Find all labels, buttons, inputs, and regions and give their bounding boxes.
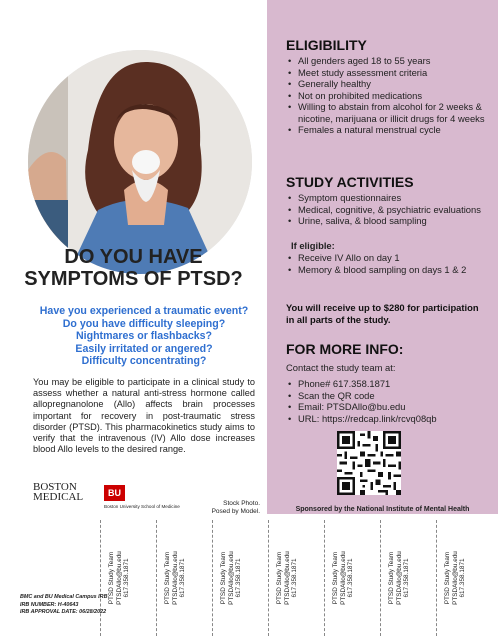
tear-off-tab-text: PTSD Study Team PTSDAllo@bu.edu 617.358.1871	[387, 551, 410, 605]
phone-item: • Phone# 617.358.1871	[286, 378, 491, 390]
list-item: • Willing to abstain from alcohol for 2 weeks & nicotine, marijuana or illicit drugs for 4 weeks	[286, 101, 486, 124]
tear-off-tabs	[100, 520, 498, 636]
compensation-note: You will receive up to $280 for participation in all parts of the study.	[286, 302, 479, 325]
tear-off-tab[interactable]	[268, 520, 325, 636]
irb-info: BMC and BU Medical Campus IRB IRB NUMBER: H-40643 IRB APPROVAL DATE: 06/28/2022	[20, 594, 108, 615]
question-item: Difficulty concentrating?	[81, 355, 207, 368]
list-item: • Receive IV Allo on day 1	[286, 252, 486, 264]
tear-off-tab-text: PTSD Study Team PTSDAllo@bu.edu 617.358.1871	[107, 551, 130, 605]
boston-medical-logo: BOSTON MEDICAL	[33, 481, 84, 503]
tear-off-tab-text: PTSD Study Team PTSDAllo@bu.edu 617.358.1871	[443, 551, 466, 605]
qr-item: • Scan the QR code	[286, 390, 491, 402]
tear-off-tab[interactable]	[380, 520, 437, 636]
question-list	[24, 305, 264, 368]
if-eligible-label: If eligible:	[291, 240, 335, 251]
list-item: • All genders aged 18 to 55 years	[286, 55, 486, 67]
tear-off-tab[interactable]	[156, 520, 213, 636]
stock-photo	[28, 50, 252, 274]
bu-school-name: Boston University School of Medicine	[104, 504, 180, 509]
sponsor-note: Sponsored by the National Institute of Mental Health	[295, 506, 470, 513]
contact-intro: Contact the study team at:	[286, 362, 396, 373]
email-item[interactable]: • Email: PTSDAllo@bu.edu	[286, 401, 491, 413]
contact-list	[286, 378, 491, 424]
tear-off-tab[interactable]	[436, 520, 493, 636]
url-item[interactable]: • URL: https://redcap.link/rcvq08qb	[286, 413, 491, 425]
question-item: Nightmares or flashbacks?	[76, 330, 212, 343]
eligible-activities-list	[286, 252, 486, 275]
list-item: • Urine, saliva, & blood sampling	[286, 215, 486, 227]
activities-title: STUDY ACTIVITIES	[286, 174, 414, 190]
headline-line-1: DO YOU HAVE	[64, 246, 203, 268]
list-item: • Memory & blood sampling on days 1 & 2	[286, 264, 486, 276]
tear-off-tab[interactable]	[100, 520, 157, 636]
bu-mark: BU	[104, 485, 125, 501]
list-item: • Females a natural menstrual cycle	[286, 124, 486, 136]
bu-logo	[104, 485, 180, 509]
tear-off-tab[interactable]	[212, 520, 269, 636]
activities-list	[286, 192, 486, 227]
list-item: • Medical, cognitive, & psychiatric evaluations	[286, 204, 486, 216]
tear-off-tab-text: PTSD Study Team PTSDAllo@bu.edu 617.358.1871	[275, 551, 298, 605]
eligibility-title: ELIGIBILITY	[286, 37, 367, 53]
headline-line-2: SYMPTOMS OF PTSD?	[24, 268, 243, 290]
eligibility-list	[286, 55, 486, 136]
list-item: • Generally healthy	[286, 78, 486, 90]
stock-photo-note: Stock Photo. Posed by Model.	[211, 500, 260, 515]
list-item: • Meet study assessment criteria	[286, 67, 486, 79]
tear-off-tab-text: PTSD Study Team PTSDAllo@bu.edu 617.358.1871	[163, 551, 186, 605]
tear-off-tab[interactable]	[324, 520, 381, 636]
more-info-title: FOR MORE INFO:	[286, 341, 404, 357]
study-description: You may be eligible to participate in a clinical study to assess whether a natural anti-stress hormone called allopregnanolone (Allo) affects brain processes important for recovery in post-traumatic stress disorder (PTSD). This pharmacokinetics study aims to verify that the intravenous (IV) Allo dose increases blood Allo levels to the desired range.	[33, 377, 255, 455]
list-item: • Not on prohibited medications	[286, 90, 486, 102]
question-item: Have you experienced a traumatic event?	[39, 305, 249, 317]
tear-off-tab-text: PTSD Study Team PTSDAllo@bu.edu 617.358.1871	[331, 551, 354, 605]
qr-code[interactable]	[337, 431, 401, 495]
tear-off-tab-text: PTSD Study Team PTSDAllo@bu.edu 617.358.1871	[219, 551, 242, 605]
question-item: Easily irritated or angered?	[75, 342, 213, 355]
list-item: • Symptom questionnaires	[286, 192, 486, 204]
question-item: Do you have difficulty sleeping?	[62, 317, 226, 330]
